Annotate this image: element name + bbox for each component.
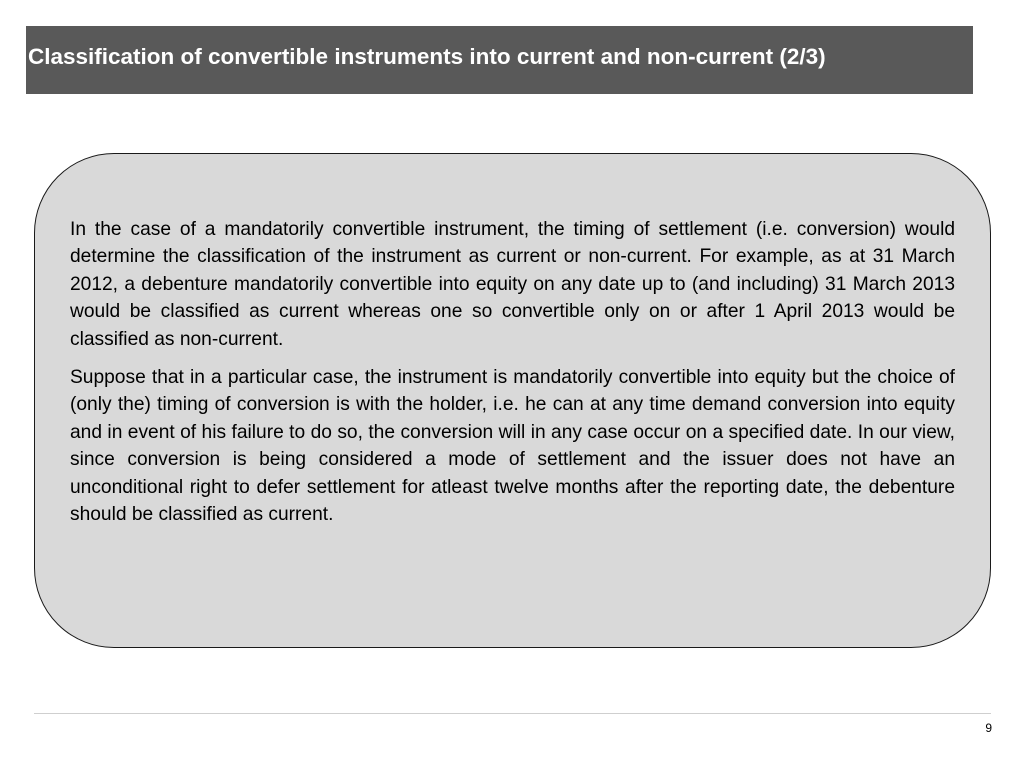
slide-title: Classification of convertible instruments into current and non-current (2/3) <box>28 44 826 70</box>
content-box <box>34 153 991 648</box>
paragraph-1: In the case of a mandatorily convertible instrument, the timing of settlement (i.e. conversion) would determine the classification of the instrument as current or non-current. For example, as at 31 March 2012, a debenture mandatorily convertible into equity on any date up to (and including) 31 March 2013 would be classified as current whereas one so convertible only on or after 1 April 2013 would be classified as non-current. <box>70 219 955 350</box>
title-bar <box>26 26 973 94</box>
content-text <box>70 216 955 539</box>
footer-divider <box>34 713 991 714</box>
paragraph-2: Suppose that in a particular case, the instrument is mandatorily convertible into equity but the choice of (only the) timing of conversion is with the holder, i.e. he can at any time demand conversion into equity and in event of his failure to do so, the conversion will in any case occur on a specified date. In our view, since conversion is being considered a mode of settlement and the issuer does not have an unconditional right to defer settlement for atleast twelve months after the reporting date, the debenture should be classified as current. <box>70 367 955 526</box>
page-number: 9 <box>985 721 992 735</box>
